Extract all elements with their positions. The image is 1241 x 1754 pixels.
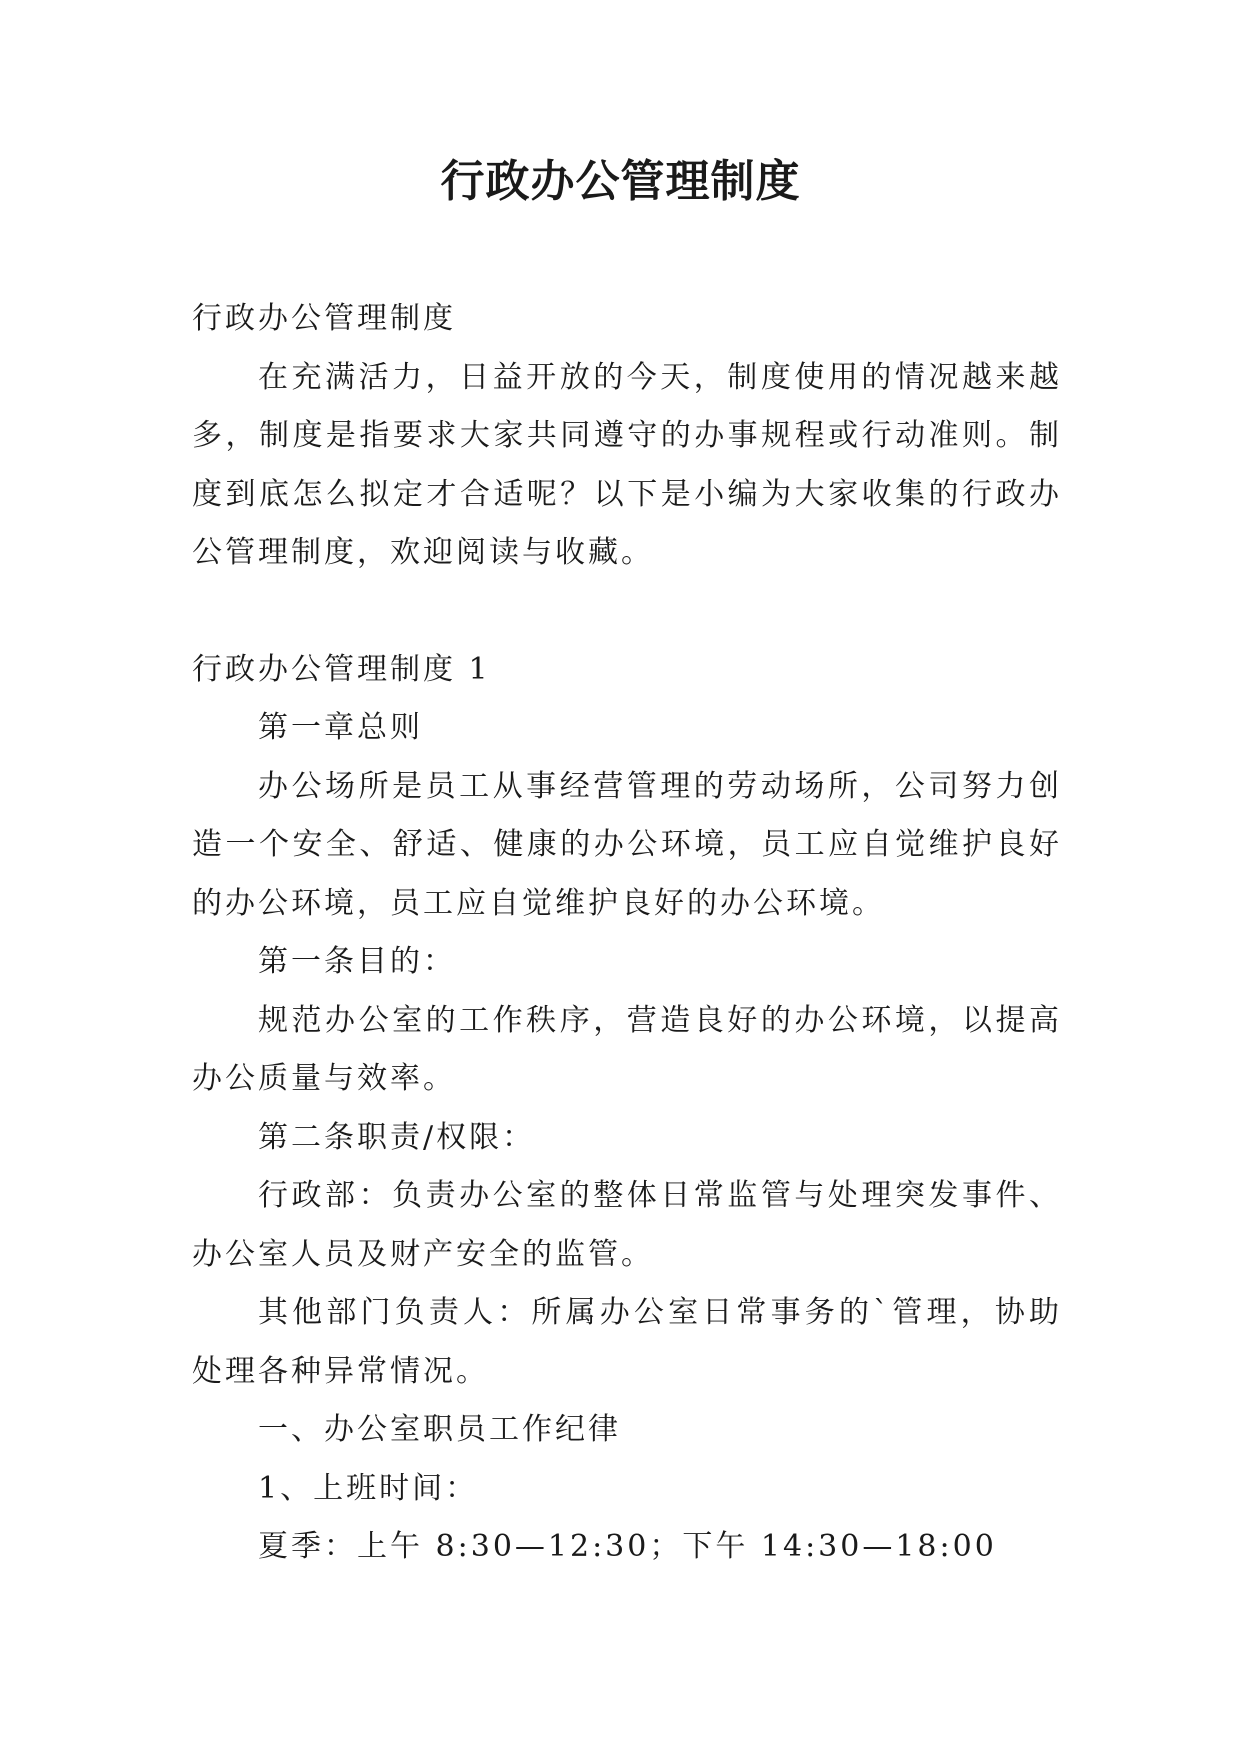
subsection-heading: 一、办公室职员工作纪律 xyxy=(258,1412,621,1447)
article-heading: 第一条目的： xyxy=(258,944,456,979)
section-heading: 行政办公管理制度 xyxy=(192,301,456,336)
document-body xyxy=(192,290,1062,1577)
body-paragraph: 办公场所是员工从事经营管理的劳动场所，公司努力创造一个安全、舒适、健康的办公环境，员工应自觉维护良好的办公环境，员工应自觉维护良好的办公环境。 xyxy=(192,768,1062,921)
section-heading-1: 行政办公管理制度 1 xyxy=(192,651,491,687)
list-item: 夏季：上午 8:30—12:30；下午 14:30—18:00 xyxy=(258,1529,997,1564)
intro-paragraph: 在充满活力，日益开放的今天，制度使用的情况越来越多，制度是指要求大家共同遵守的办事规程或行动准则。制度到底怎么拟定才合适呢？以下是小编为大家收集的行政办公管理制度，欢迎阅读与收藏。 xyxy=(192,359,1062,570)
body-paragraph: 行政部：负责办公室的整体日常监管与处理突发事件、办公室人员及财产安全的监管。 xyxy=(192,1178,1062,1272)
chapter-heading: 第一章总则 xyxy=(258,710,423,745)
paragraph-gap xyxy=(192,583,1062,641)
body-paragraph: 其他部门负责人：所属办公室日常事务的`管理，协助处理各种异常情况。 xyxy=(192,1295,1062,1389)
document-title: 行政办公管理制度 xyxy=(440,156,801,207)
article-heading: 第二条职责/权限： xyxy=(258,1119,536,1155)
list-item: 1、上班时间： xyxy=(258,1470,479,1506)
body-paragraph: 规范办公室的工作秩序，营造良好的办公环境，以提高办公质量与效率。 xyxy=(192,1002,1062,1096)
